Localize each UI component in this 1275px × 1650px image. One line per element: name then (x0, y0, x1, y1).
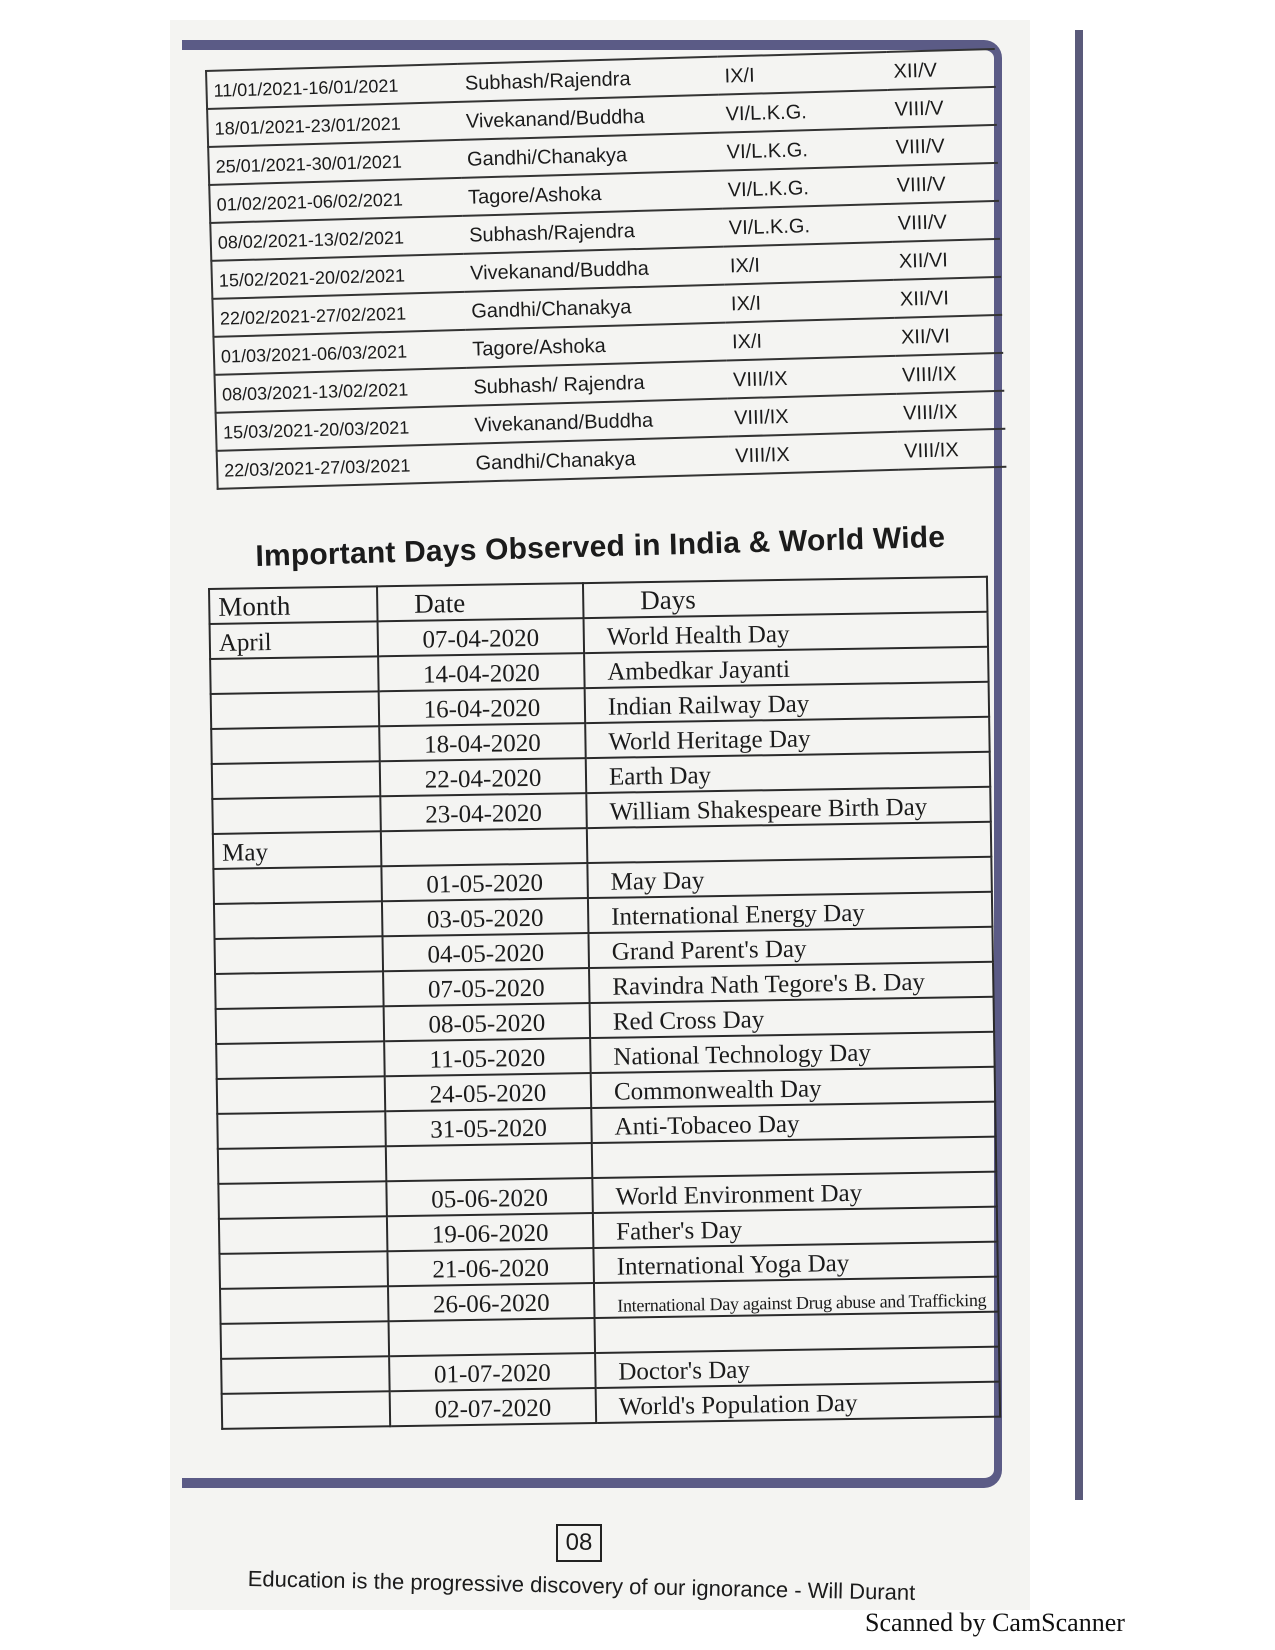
month-cell (221, 1356, 390, 1394)
date-cell: 16-04-2020 (379, 688, 586, 726)
date-cell: 21-06-2020 (387, 1248, 594, 1286)
month-cell (215, 971, 384, 1009)
schedule-date-range: 08/02/2021-13/02/2021 (210, 216, 463, 261)
date-cell: 07-04-2020 (378, 618, 585, 656)
day-name-cell: William Shakespeare Birth Day (586, 787, 990, 828)
month-cell (219, 1251, 388, 1289)
month-cell (217, 1111, 386, 1149)
schedule-class-b: VIII/V (891, 201, 1000, 242)
date-cell: 14-04-2020 (378, 653, 585, 691)
month-cell (213, 866, 382, 904)
day-name-cell: World Health Day (584, 612, 988, 653)
schedule-date-range: 22/03/2021-27/03/2021 (217, 444, 470, 489)
day-name-cell: International Yoga Day (593, 1242, 997, 1283)
month-cell (218, 1146, 387, 1184)
schedule-date-range: 01/02/2021-06/02/2021 (209, 178, 462, 223)
month-header: Month (209, 586, 378, 624)
schedule-class-a: VI/L.K.G. (721, 166, 891, 209)
schedule-house: Gandhi/Chanakya (460, 133, 721, 178)
footer-quote: Education is the progressive discovery of our ignorance - Will Durant (247, 1566, 916, 1605)
month-cell (220, 1286, 389, 1324)
schedule-class-b: VIII/V (888, 87, 997, 128)
day-name-cell: Earth Day (586, 752, 990, 793)
schedule-class-a: IX/I (724, 280, 894, 323)
date-cell: 01-05-2020 (381, 863, 588, 901)
day-name-cell: World Environment Day (592, 1172, 996, 1213)
month-cell (217, 1076, 386, 1114)
schedule-date-range: 15/03/2021-20/03/2021 (216, 406, 469, 451)
month-cell (216, 1041, 385, 1079)
day-name-cell: Doctor's Day (595, 1347, 999, 1388)
month-cell (212, 796, 381, 834)
schedule-class-a: VI/L.K.G. (720, 128, 890, 171)
next-page-edge (1075, 30, 1083, 1500)
day-name-cell: Red Cross Day (590, 997, 994, 1038)
month-cell (210, 656, 379, 694)
month-cell (211, 691, 380, 729)
day-name-cell: Ravindra Nath Tegore's B. Day (589, 962, 993, 1003)
schedule-class-a: VIII/IX (729, 432, 899, 475)
schedule-house: Tagore/Ashoka (462, 171, 723, 216)
schedule-date-range: 18/01/2021-23/01/2021 (207, 102, 460, 147)
schedule-house: Vivekanand/Buddha (464, 247, 725, 292)
schedule-class-b: XII/VI (894, 315, 1003, 356)
schedule-class-b: VIII/V (890, 163, 999, 204)
schedule-class-b: XII/VI (893, 277, 1002, 318)
day-name-cell: World's Population Day (596, 1382, 1000, 1423)
day-name-cell: May Day (587, 857, 991, 898)
day-name-cell: Indian Railway Day (585, 682, 989, 723)
schedule-class-a: IX/I (725, 318, 895, 361)
date-cell: 24-05-2020 (385, 1073, 592, 1111)
schedule-house: Vivekanand/Buddha (459, 95, 720, 140)
schedule-house: Tagore/Ashoka (466, 323, 727, 368)
schedule-date-range: 08/03/2021-13/02/2021 (215, 368, 468, 413)
date-header: Date (377, 583, 584, 621)
month-cell: May (213, 831, 382, 869)
important-days-table (208, 576, 1001, 1430)
schedule-class-b: VIII/IX (898, 429, 1007, 470)
schedule-class-b: VIII/IX (897, 391, 1006, 432)
schedule-class-a: VI/L.K.G. (719, 90, 889, 133)
schedule-date-range: 01/03/2021-06/03/2021 (213, 330, 466, 375)
month-cell (221, 1321, 390, 1359)
schedule-date-range: 25/01/2021-30/01/2021 (208, 140, 461, 185)
schedule-house: Subhash/ Rajendra (467, 361, 728, 406)
schedule-class-a: VIII/IX (727, 356, 897, 399)
date-cell (386, 1143, 593, 1181)
date-cell (381, 828, 588, 866)
schedule-date-range: 11/01/2021-16/01/2021 (206, 64, 459, 109)
date-cell: 04-05-2020 (382, 933, 589, 971)
day-name-cell: International Energy Day (588, 892, 992, 933)
month-cell (216, 1006, 385, 1044)
month-cell (212, 761, 381, 799)
day-name-cell: Commonwealth Day (591, 1067, 995, 1108)
day-name-cell: National Technology Day (590, 1032, 994, 1073)
important-days-heading: Important Days Observed in India & World Wide (255, 520, 946, 573)
schedule-house: Vivekanand/Buddha (468, 399, 729, 444)
schedule-date-range: 22/02/2021-27/02/2021 (212, 292, 465, 337)
schedule-class-a: IX/I (718, 52, 888, 95)
day-name-cell: International Day against Drug abuse and Trafficking (594, 1277, 998, 1318)
day-name-cell: Anti-Tobaceo Day (591, 1102, 995, 1143)
page-number: 08 (556, 1524, 602, 1562)
month-cell (211, 726, 380, 764)
schedule-class-b: XII/VI (892, 239, 1001, 280)
schedule-house: Gandhi/Chanakya (469, 437, 730, 482)
month-cell (215, 936, 384, 974)
date-cell: 05-06-2020 (386, 1178, 593, 1216)
month-cell (214, 901, 383, 939)
date-cell: 26-06-2020 (388, 1283, 595, 1321)
day-name-cell: World Heritage Day (585, 717, 989, 758)
month-cell (222, 1391, 391, 1429)
date-cell: 08-05-2020 (384, 1003, 591, 1041)
day-name-cell: Ambedkar Jayanti (584, 647, 988, 688)
month-cell (219, 1216, 388, 1254)
day-name-cell: Grand Parent's Day (588, 927, 992, 968)
schedule-class-a: VI/L.K.G. (722, 204, 892, 247)
days-header: Days (583, 577, 987, 618)
schedule-class-b: VIII/V (889, 125, 998, 166)
date-cell: 22-04-2020 (380, 758, 587, 796)
date-cell: 02-07-2020 (390, 1388, 597, 1426)
schedule-house: Subhash/Rajendra (463, 209, 724, 254)
date-cell: 01-07-2020 (389, 1353, 596, 1391)
date-cell: 31-05-2020 (385, 1108, 592, 1146)
duty-schedule-table (205, 48, 1006, 490)
schedule-date-range: 15/02/2021-20/02/2021 (211, 254, 464, 299)
scanner-watermark: Scanned by CamScanner (865, 1608, 1125, 1637)
schedule-class-b: VIII/IX (896, 353, 1005, 394)
schedule-class-a: VIII/IX (728, 394, 898, 437)
schedule-class-a: IX/I (723, 242, 893, 285)
day-name-cell: Father's Day (593, 1207, 997, 1248)
date-cell: 11-05-2020 (384, 1038, 591, 1076)
schedule-class-b: XII/V (887, 49, 996, 90)
schedule-house: Subhash/Rajendra (458, 57, 719, 102)
month-cell (218, 1181, 387, 1219)
month-cell: April (210, 621, 379, 659)
date-cell (389, 1318, 596, 1356)
date-cell: 23-04-2020 (380, 793, 587, 831)
schedule-house: Gandhi/Chanakya (465, 285, 726, 330)
date-cell: 07-05-2020 (383, 968, 590, 1006)
date-cell: 18-04-2020 (379, 723, 586, 761)
date-cell: 19-06-2020 (387, 1213, 594, 1251)
date-cell: 03-05-2020 (382, 898, 589, 936)
